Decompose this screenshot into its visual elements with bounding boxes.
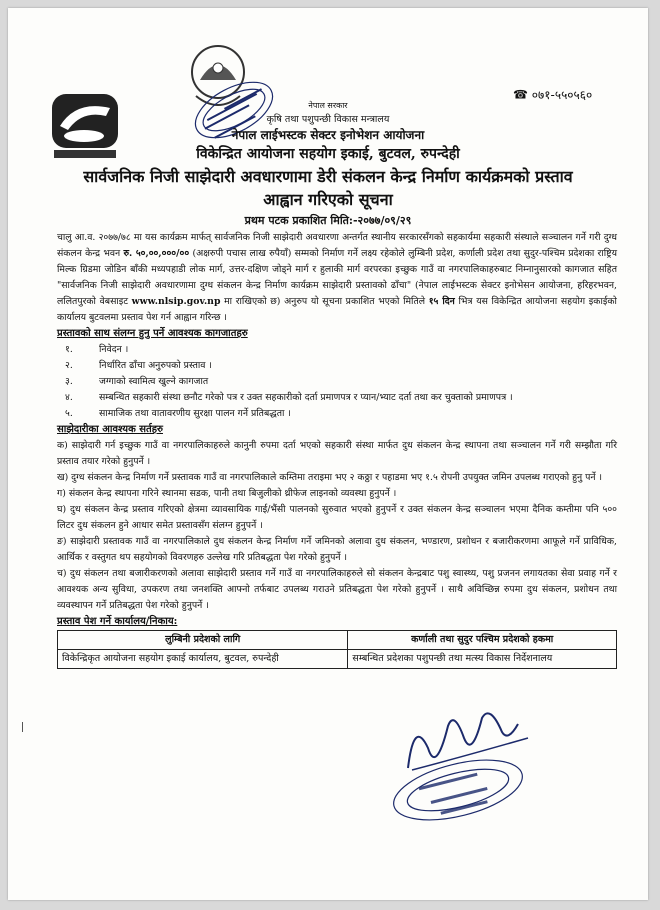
- notice-title-line2: आह्वान गरिएको सूचना: [263, 190, 393, 209]
- list-item: ४. सम्बन्धित सहकारी संस्था छनौट गरेको पत्र र उक्त सहकारीको दर्ता प्रमाणपत्र र प्यान/भ्याट दर्ता तथा कर चुक्ताको प्रमाणपत्र ।: [65, 392, 513, 403]
- condition-item: च) दुध संकलन तथा बजारीकरणको अलावा साझेदारी प्रस्ताव गर्ने गाउँ वा नगरपालिकाहरुले सो संकलन केन्द्रबाट पशु स्वास्थ्य, पशु प्रजनन लगायतका सेवा प्रवाह गर्ने र आवश्यक अन्य सुविधा, उपकरण तथा जनशक्ति आफ्नो तर्फबाट उपलब्ध गराउने प्रतिबद्धता पेश गरेको हुनुपर्ने । साथै अविच्छिन्न रुपमा दुध संकलन, प्रशोधन तथा व्यवस्थापन गर्ने प्रतिबद्धता पेश गरेको हुनुपर्ने ।: [57, 568, 617, 611]
- notice-title-line1: सार्वजनिक निजी साझेदारी अवधारणामा डेरी संकलन केन्द्र निर्माण कार्यक्रमको प्रस्ताव: [83, 167, 573, 186]
- column-header: लुम्बिनी प्रदेशको लागि: [58, 631, 348, 650]
- column-header: कर्णाली तथा सुदुर पश्चिम प्रदेशको हकमा: [348, 631, 617, 650]
- budget-amount: रु. ५०,००,०००/००: [123, 248, 190, 259]
- margin-mark: [22, 722, 23, 732]
- phone-icon: ☎: [513, 87, 528, 102]
- condition-item: ङ) साझेदारी प्रस्तावक गाउँ वा नगरपालिकाले दुध संकलन केन्द्र निर्माण गर्ने जमिनको अलावा दुध संकलन, भण्डारण, प्रशोधन र बजारीकरणमा आफूले गर्ने प्राविधिक, आर्थिक र वस्तुगत थप सहयोगको विवरणहरु उल्लेख गरि प्रतिबद्धता पेश गरेको हुनुपर्ने ।: [57, 536, 617, 563]
- signature-stamp: [378, 698, 548, 828]
- website-link[interactable]: www.nlsip.gov.np: [131, 296, 221, 307]
- table-cell: विकेन्द्रिकृत आयोजना सहयोग इकाई कार्यालय, बुटवल, रुपन्देही: [58, 650, 348, 669]
- documents-heading: प्रस्तावको साथ संलग्न हुनु पर्ने आवश्यक कागजातहरु: [57, 328, 248, 339]
- table-cell: सम्बन्धित प्रदेशका पशुपन्छी तथा मत्स्य विकास निर्देशनालय: [348, 650, 617, 669]
- deadline-days: १५ दिन: [428, 296, 455, 307]
- submission-heading: प्रस्ताव पेश गर्ने कार्यालय/निकाय:: [57, 616, 178, 627]
- ministry-name: कृषि तथा पशुपन्छी विकास मन्त्रालय: [266, 114, 390, 125]
- unit-name: विकेन्द्रित आयोजना सहयोग इकाई, बुटवल, रुपन्देही: [196, 146, 460, 162]
- submission-table: [57, 630, 617, 669]
- table-header-row: [58, 631, 617, 650]
- condition-item: घ) दुध संकलन केन्द्र प्रस्ताव गरिएको क्षेत्रमा व्यावसायिक गाई/भैंसी पालनको सुरुवात भएको हुनुपर्ने र उक्त संकलन केन्द्र सञ्चालन भएमा दैनिक कम्तीमा पनि ५०० लिटर दुध संकलन हुने आधार समेत प्रस्तावसँग संलग्न हुनुपर्ने ।: [57, 504, 617, 531]
- list-item: १. निवेदन ।: [65, 344, 129, 355]
- list-item: २. निर्धारित ढाँचा अनुरुपको प्रस्ताव ।: [65, 360, 212, 371]
- conditions-heading: साझेदारीका आवश्यक सर्तहरु: [57, 424, 163, 435]
- table-row: [58, 650, 617, 669]
- intro-paragraph: चालु आ.व. २०७७/७८ मा यस कार्यक्रम मार्फत् सार्वजनिक निजी साझेदारी अवधारणा अन्तर्गत स्थानीय सरकारसँगको सहकार्यमा सहकारी संस्थाले सञ्चालन गर्ने गरी दुग्ध संकलन केन्द्र भवन रु. ५०,००,०००/०० (अक्षरुपी पचास लाख रुपैयाँ) सम्मको निर्माण गर्ने लक्ष्य रहेकोले लुम्बिनी प्रदेश, कर्णाली प्रदेश तथा सुदुर-पश्चिम प्रदेशका राष्ट्रिय मिल्क ग्रिडमा जोडिन बाँकी मध्यपहाडी लोक मार्ग, उत्तर-दक्षिण जोड्ने मार्ग र हुलाकी मार्ग वरपरका इच्छुक गाउँ वा नगरपालिकाहरुबाट निम्नानुसारको कागजात सहित "सार्वजनिक निजी साझेदारी अवधारणामा दुग्ध संकलन केन्द्र निर्माण कार्यक्रम साझेदारी प्रस्तावको ढाँचा" (नेपाल लाईभस्टक सेक्टर इनोभेसन आयोजना, हरिहरभवन, ललितपुरको वेबसाइट www.nlsip.gov.np मा राखिएको छ) अनुरुप यो सूचना प्रकाशित भएको मितिले १५ दिन भित्र यस विकेन्द्रित आयोजना सहयोग इकाईको कार्यालय बुटवलमा प्रस्ताव पेश गर्न आह्वान गरिन्छ ।: [57, 232, 617, 323]
- document-page: [8, 8, 648, 900]
- condition-item: क) साझेदारी गर्न इच्छुक गाउँ वा नगरपालिकाहरुले कानुनी रुपमा दर्ता भएको सहकारी संस्था मार्फत दुध संकलन केन्द्र स्थापना तथा सञ्चालन गर्ने गरी सम्झौता गरि प्रस्ताव तयार गरेको हुनुपर्ने ।: [57, 440, 617, 467]
- documents-list: [57, 342, 617, 422]
- publish-date: प्रथम पटक प्रकाशित मिति:-२०७७/०९/२९: [244, 214, 412, 227]
- condition-item: ख) दुग्ध संकलन केन्द्र निर्माण गर्ने प्रस्तावक गाउँ वा नगरपालिकाले कम्तिमा तराइमा भए २ कठ्ठा र पहाडमा भए १.५ रोपनी उपयुक्त जमिन उपलब्ध गराएको हुनु पर्ने ।: [57, 472, 603, 483]
- notice-body: [57, 230, 617, 669]
- list-item: ३. जग्गाको स्वामित्व खुल्ने कागजात: [65, 376, 209, 387]
- phone-text: ०७१-५५०५६०: [531, 88, 593, 102]
- list-item: ५. सामाजिक तथा वातावरणीय सुरक्षा पालन गर्ने प्रतिबद्धता ।: [65, 408, 291, 419]
- project-name: नेपाल लाईभस्टक सेक्टर इनोभेशन आयोजना: [231, 128, 425, 142]
- condition-item: ग) संकलन केन्द्र स्थापना गरिने स्थानमा सडक, पानी तथा बिजुलीको थ्रीफेज लाइनको व्यवस्था हुनुपर्ने ।: [57, 488, 397, 499]
- gov-name: नेपाल सरकार: [308, 101, 348, 110]
